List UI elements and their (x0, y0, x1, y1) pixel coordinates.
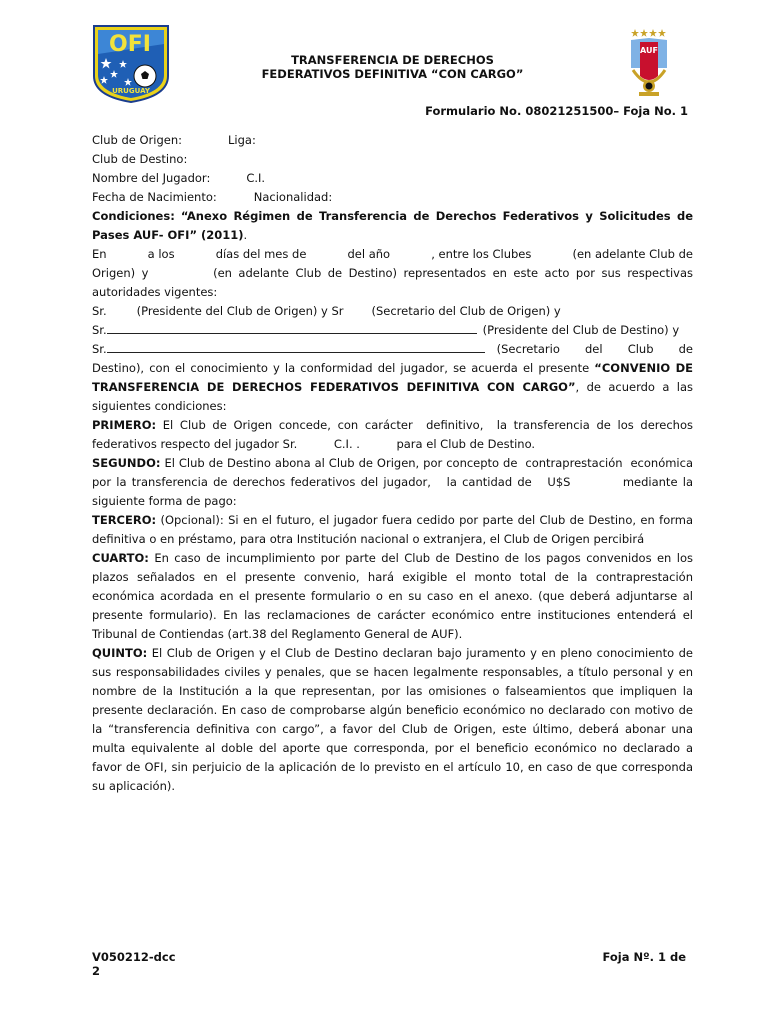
club-origen-label: Club de Origen: (92, 133, 183, 147)
liga-label: Liga: (228, 133, 256, 147)
nombre-jugador-label: Nombre del Jugador: (92, 171, 211, 185)
nacionalidad-label: Nacionalidad: (253, 190, 333, 204)
signature-line (107, 340, 485, 353)
footer-page-number: Foja Nº. 1 de (602, 950, 686, 964)
clause-tercero: TERCERO: (Opcional): Si en el futuro, el jugador fuera cedido por parte del Club de Destino, en forma definitiva o en préstamo, para otra Institución nacional o extranjera, el Club de Origen percibirá (92, 513, 694, 546)
clause-cuarto: CUARTO: En caso de incumplimiento por parte del Club de Destino de los pagos convenidos en los plazos señalados en el presente convenio, hará exigible el monto total de la contraprestación económica acordada en el presente formulario o en su caso en el anexo. (que deberá adjuntarse al presente formulario). En las reclamaciones de carácter económico entre instituciones entenderá el Tribunal de Contiendas (art.38 del Reglamento General de AUF). (92, 551, 693, 641)
intro-line: En a los días del mes de del año , entre los Clubes (en adelante Club de (92, 247, 693, 261)
signatory-line-2: Sr. (Presidente del Club de Destino) y (92, 323, 680, 337)
field-row-club-destino (92, 150, 693, 169)
signatory-line-1: Sr. (Presidente del Club de Origen) y Sr (Secretario del Club de Origen) y (92, 304, 561, 318)
intro-paragraph: Origen) y (en adelante Club de Destino) representados en este acto por sus respectivas autoridades vigentes: (92, 266, 697, 299)
svg-text:AUF: AUF (640, 46, 658, 55)
field-row-club-origen (92, 131, 693, 150)
agreement-paragraph: Destino), con el conocimiento y la conformidad del jugador, se acuerda el presente “CONVENIO DE TRANSFERENCIA DE DERECHOS FEDERATIVOS DEFINITIVA CON CARGO”, de acuerdo a las siguientes condiciones: (92, 361, 694, 413)
clause-primero: PRIMERO: El Club de Origen concede, con carácter definitivo, la transferencia de los derechos federativos respecto del jugador Sr. C.I. . para el Club de Destino. (92, 418, 697, 451)
clause-segundo: SEGUNDO: El Club de Destino abona al Club de Origen, por concepto de contraprestación económica por la transferencia de derechos federativos del jugador, la cantidad de U$S mediante la siguiente forma de pago: (92, 456, 697, 508)
conditions-label: Condiciones: (92, 209, 175, 223)
svg-text:URUGUAY: URUGUAY (112, 87, 150, 95)
field-row-fecha (92, 188, 693, 207)
auf-logo (627, 28, 671, 104)
fecha-nacimiento-label: Fecha de Nacimiento: (92, 190, 217, 204)
footer-code: V050212-dcc 2 (92, 950, 176, 978)
document-body (92, 131, 697, 796)
ci-label: C.I. (246, 171, 266, 185)
clause-quinto: QUINTO: El Club de Origen y el Club de Destino declaran bajo juramento y en pleno conocimiento de sus responsabilidades civiles y penales, que se hacen legalmente responsables, a título personal y en nombre de la Institución a la que representan, por las omisiones o falseamientos que impliquen la presente declaración. En caso de comprobarse algún beneficio económico no declarado con motivo de la “transferencia definitiva con cargo”, a favor del Club de Origen, este último, deberá abonar una multa equivalente al doble del aporte que corresponda, por el beneficio económico no declarado a favor de OFI, sin perjuicio de la aplicación de lo previsto en el artículo 10, en caso de que corresponda su aplicación). (92, 646, 694, 793)
svg-text:OFI: OFI (109, 32, 151, 57)
document-title: TRANSFERENCIA DE DERECHOS FEDERATIVOS DEFINITIVA “CON CARGO” (261, 53, 524, 81)
conditions-paragraph: Condiciones: “Anexo Régimen de Transferencia de Derechos Federativos y Solicitudes de Pases AUF- OFI” (2011). (92, 209, 694, 242)
ofi-logo (90, 24, 172, 104)
club-destino-label: Club de Destino: (92, 152, 188, 166)
conditions-text: “Anexo Régimen de Transferencia de Derechos Federativos y Solicitudes de Pases AUF- OFI” (2011) (92, 209, 694, 242)
field-row-jugador (92, 169, 693, 188)
signatory-line-3: Sr. (Secretario del Club de (92, 342, 693, 356)
signature-line (107, 321, 477, 334)
form-number: Formulario No. 08021251500– Foja No. 1 (425, 104, 688, 118)
